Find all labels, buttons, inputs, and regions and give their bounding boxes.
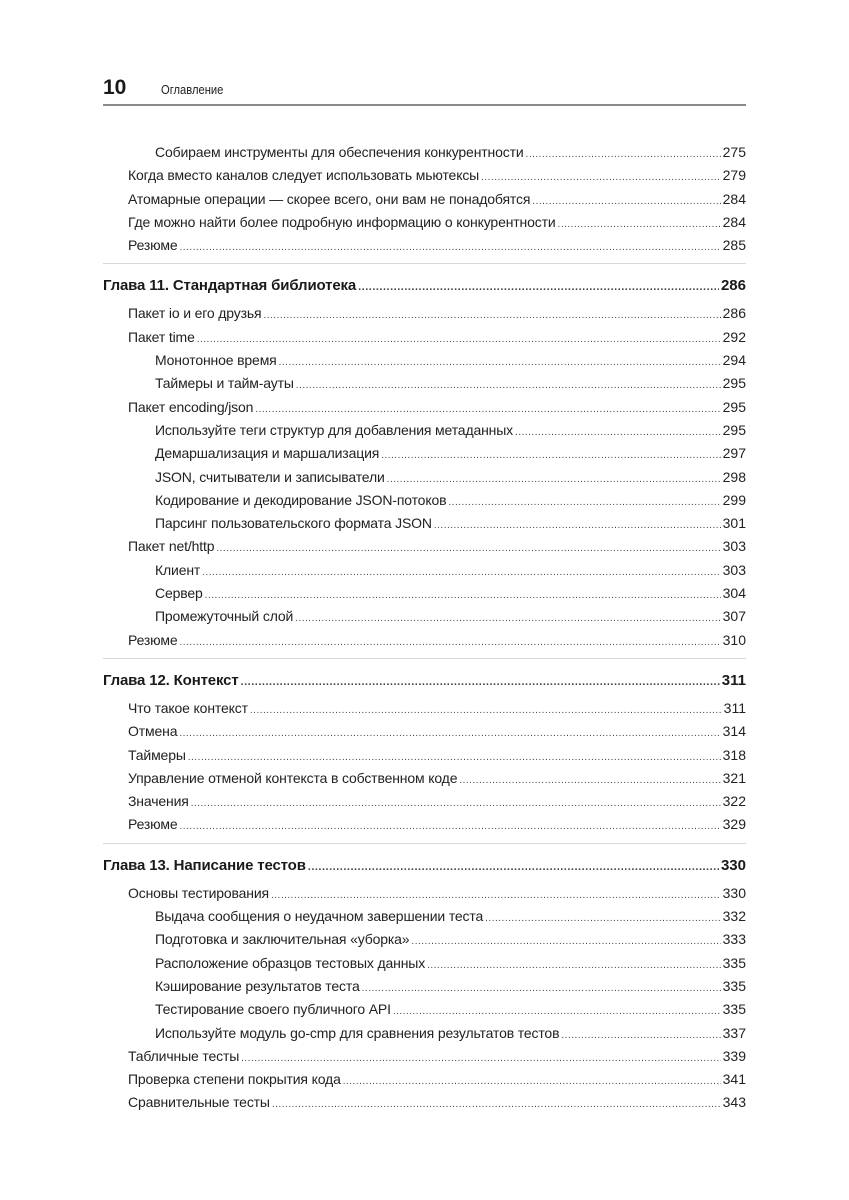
chapter-title: Глава 11. Стандартная библиотека [103, 277, 357, 295]
toc-entry-page: 295 [722, 421, 746, 438]
toc-entry[interactable] [103, 1045, 746, 1068]
toc-entry[interactable] [103, 928, 746, 951]
toc-entry-title: Промежуточный слой [155, 608, 294, 625]
dot-leader [202, 561, 720, 584]
toc-entry-page: 307 [722, 608, 746, 625]
toc-entry-title: Резюме [128, 816, 178, 833]
dot-leader [448, 491, 720, 514]
dot-leader [241, 1047, 721, 1070]
toc-entry-page: 318 [722, 746, 746, 763]
dot-leader [427, 954, 721, 977]
toc-entry-title: Проверка степени покрытия кода [128, 1071, 341, 1088]
toc-entry-page: 339 [722, 1047, 746, 1064]
toc-entry-page: 294 [722, 352, 746, 369]
toc-entry[interactable] [103, 396, 746, 419]
toc-entry-title: Таймеры [128, 746, 186, 763]
toc-entry-page: 301 [722, 515, 746, 532]
toc-entry[interactable] [103, 559, 746, 582]
toc-entry[interactable] [103, 164, 746, 187]
toc-entry[interactable] [103, 582, 746, 605]
dot-leader [343, 1070, 721, 1093]
toc-chapter-12[interactable] [103, 669, 746, 693]
dot-leader [271, 884, 721, 907]
toc-entry-title: Пакет io и его друзья [128, 305, 262, 322]
toc-entry-page: 286 [722, 305, 746, 322]
chapter-page: 286 [720, 277, 746, 295]
toc-entry-title: Расположение образцов тестовых данных [155, 954, 426, 971]
toc-entry[interactable] [103, 905, 746, 928]
toc-entry-page: 285 [722, 237, 746, 254]
toc-entry-title: JSON, считыватели и записыватели [155, 468, 385, 485]
page-header [103, 74, 746, 106]
toc-entry-title: Используйте теги структур для добавления метаданных [155, 421, 514, 438]
toc-entry-title: Управление отменой контекста в собственном коде [128, 769, 458, 786]
dot-leader [295, 607, 720, 630]
chapter-page: 311 [721, 671, 746, 689]
dot-leader [362, 977, 721, 1000]
toc-entry-title: Сервер [155, 585, 203, 602]
toc-entry-title: Подготовка и заключительная «уборка» [155, 931, 410, 948]
toc-entry-page: 275 [722, 144, 746, 160]
toc-entry[interactable] [103, 790, 746, 813]
toc-entry-title: Резюме [128, 237, 178, 254]
toc-entry-title: Пакет encoding/json [128, 398, 254, 415]
dot-leader [558, 213, 721, 236]
toc-entry-title: Монотонное время [155, 352, 277, 369]
toc-entry[interactable] [103, 372, 746, 395]
toc-entry[interactable] [103, 952, 746, 975]
chapter-page: 330 [720, 856, 746, 874]
toc-chapter-13[interactable] [103, 854, 746, 878]
toc-entry-page: 321 [722, 769, 746, 786]
toc-entry-page: 303 [722, 538, 746, 555]
dot-leader [526, 143, 721, 166]
dot-leader [296, 374, 721, 397]
toc-entry[interactable] [103, 141, 746, 164]
toc-entry-title: Атомарные операции — скорее всего, они вам не понадобятся [128, 190, 531, 207]
toc-entry-page: 322 [722, 793, 746, 810]
toc-entry[interactable] [103, 1022, 746, 1045]
toc-entry-page: 310 [722, 631, 746, 648]
dot-leader [279, 351, 721, 374]
toc-entry-page: 341 [722, 1071, 746, 1088]
toc-entry-title: Клиент [155, 561, 201, 578]
toc-entry-title: Резюме [128, 631, 178, 648]
dot-leader [532, 190, 720, 213]
toc-entry-title: Кэширование результатов теста [155, 977, 360, 994]
toc-entry-title: Демаршализация и маршализация [155, 445, 380, 462]
toc-entry[interactable] [103, 466, 746, 489]
toc-entry-title: Пакет time [128, 328, 195, 345]
dot-leader [358, 275, 719, 299]
toc-entry-page: 311 [723, 699, 746, 716]
toc-chapter-11[interactable] [103, 274, 746, 298]
toc-entry[interactable] [103, 1091, 746, 1114]
toc-entry-page: 284 [722, 213, 746, 230]
toc-entry[interactable] [103, 813, 746, 836]
dot-leader [179, 722, 720, 745]
chapter-divider [103, 658, 746, 659]
chapter-title: Глава 13. Написание тестов [103, 856, 306, 874]
dot-leader [434, 514, 721, 537]
toc-entry-page: 299 [722, 491, 746, 508]
toc-entry[interactable] [103, 442, 746, 465]
dot-leader [272, 1093, 721, 1116]
toc-entry-page: 337 [722, 1024, 746, 1041]
dot-leader [308, 855, 719, 879]
toc-entry[interactable] [103, 1068, 746, 1091]
dot-leader [250, 699, 722, 722]
toc-entry[interactable] [103, 211, 746, 234]
toc-entry-page: 284 [722, 190, 746, 207]
toc-entry-page: 279 [722, 167, 746, 184]
toc-entry-title: Парсинг пользовательского формата JSON [155, 515, 432, 532]
chapter-title: Глава 12. Контекст [103, 671, 239, 689]
toc-entry-title: Значения [128, 793, 189, 810]
toc-entry-page: 304 [722, 585, 746, 602]
toc-entry-title: Пакет net/http [128, 538, 215, 555]
dot-leader [179, 236, 720, 259]
toc-entry-title: Таймеры и тайм-ауты [155, 375, 294, 392]
toc-entry-title: Табличные тесты [128, 1047, 240, 1064]
chapter-divider [103, 263, 746, 264]
toc-entry-page: 330 [722, 884, 746, 901]
dot-leader [561, 1024, 720, 1047]
dot-leader [263, 304, 720, 327]
toc-entry[interactable] [103, 697, 746, 720]
toc-entry-title: Основы тестирования [128, 884, 269, 901]
toc-entry[interactable] [103, 998, 746, 1021]
toc-entry[interactable] [103, 512, 746, 535]
toc-entry-title: Используйте модуль go-cmp для сравнения результатов тестов [155, 1024, 560, 1041]
toc-entry-page: 329 [722, 816, 746, 833]
toc-entry[interactable] [103, 605, 746, 628]
dot-leader [393, 1000, 721, 1023]
toc-entry[interactable] [103, 744, 746, 767]
toc-entry[interactable] [103, 720, 746, 743]
dot-leader [411, 930, 720, 953]
dot-leader [481, 166, 721, 189]
toc-entry-page: 333 [722, 931, 746, 948]
dot-leader [387, 468, 721, 491]
dot-leader [216, 537, 720, 560]
toc-entry-page: 295 [722, 398, 746, 415]
toc-entry[interactable] [103, 419, 746, 442]
page-number: 10 [103, 76, 127, 99]
chapter-divider [103, 843, 746, 844]
toc-entry[interactable] [103, 535, 746, 558]
toc-entry[interactable] [103, 349, 746, 372]
dot-leader [188, 746, 721, 769]
toc-entry[interactable] [103, 767, 746, 790]
toc-entry-page: 298 [722, 468, 746, 485]
toc-entry-page: 335 [722, 1001, 746, 1018]
dot-leader [179, 631, 720, 654]
toc-entry[interactable] [103, 234, 746, 257]
toc-entry-title: Сравнительные тесты [128, 1094, 270, 1111]
toc-entry[interactable] [103, 629, 746, 652]
dot-leader [191, 792, 721, 815]
dot-leader [241, 670, 720, 694]
running-title: Оглавление [161, 82, 224, 97]
toc-entry-page: 314 [722, 723, 746, 740]
toc-entry-title: Кодирование и декодирование JSON-потоков [155, 491, 447, 508]
toc-entry[interactable] [103, 326, 746, 349]
toc-entry-title: Отмена [128, 723, 178, 740]
toc-entry[interactable] [103, 489, 746, 512]
toc-entry-title: Что такое контекст [128, 699, 248, 716]
table-of-contents [103, 141, 746, 1115]
dot-leader [197, 328, 721, 351]
toc-entry-page: 297 [722, 445, 746, 462]
dot-leader [485, 907, 720, 930]
toc-entry-page: 303 [722, 561, 746, 578]
toc-entry-title: Где можно найти более подробную информацию о конкурентности [128, 213, 556, 230]
dot-leader [255, 398, 720, 421]
toc-entry-title: Собираем инструменты для обеспечения конкурентности [155, 144, 524, 160]
dot-leader [381, 444, 720, 467]
toc-entry-page: 332 [722, 908, 746, 925]
dot-leader [205, 584, 721, 607]
toc-entry-title: Выдача сообщения о неудачном завершении теста [155, 908, 484, 925]
toc-entry[interactable] [103, 302, 746, 325]
dot-leader [179, 815, 720, 838]
toc-entry-page: 292 [722, 328, 746, 345]
toc-entry-title: Тестирование своего публичного API [155, 1001, 391, 1018]
toc-entry-page: 295 [722, 375, 746, 392]
toc-entry-page: 335 [722, 954, 746, 971]
toc-entry[interactable] [103, 975, 746, 998]
toc-entry-title: Когда вместо каналов следует использовать мьютексы [128, 167, 480, 184]
dot-leader [515, 421, 721, 444]
toc-entry-page: 335 [722, 977, 746, 994]
dot-leader [459, 769, 720, 792]
toc-entry[interactable] [103, 188, 746, 211]
toc-entry-page: 343 [722, 1094, 746, 1111]
toc-entry[interactable] [103, 882, 746, 905]
